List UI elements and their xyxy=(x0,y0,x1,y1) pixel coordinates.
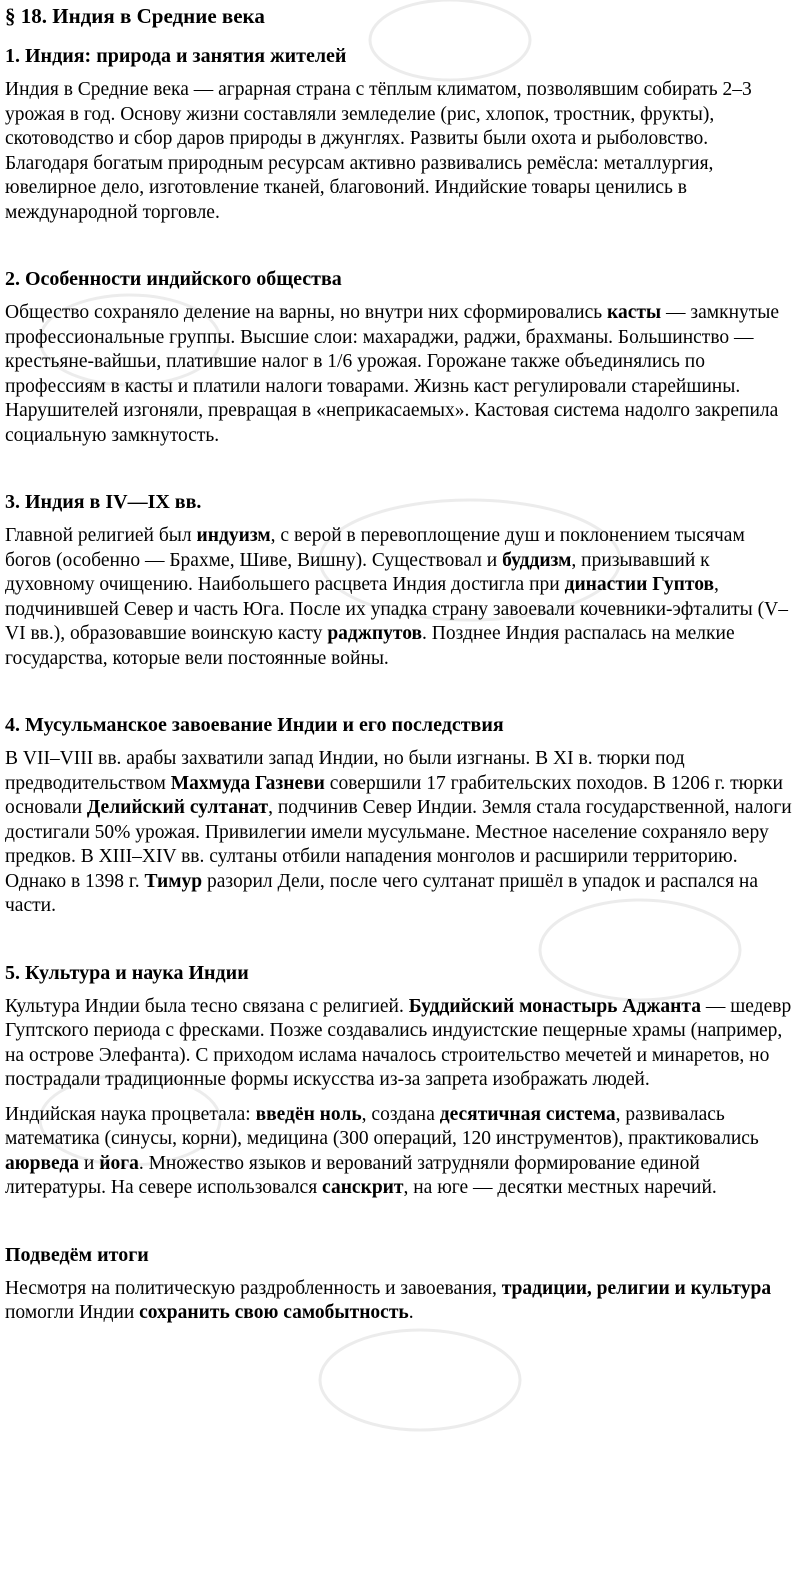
text-run: Индийская наука процветала: xyxy=(5,1103,256,1125)
bold-term: касты xyxy=(607,302,662,323)
text-run: и xyxy=(79,1152,100,1174)
paragraph xyxy=(5,1103,794,1201)
text-run: . Множество языков и верований затрудняли формирование единой литературы. На севере использовался xyxy=(5,1152,700,1198)
paragraph xyxy=(5,1277,794,1326)
section-1 xyxy=(5,44,794,225)
text-run: — шедевр Гуптского периода с фресками. Позже создавались индуистские пещерные храмы (например, на острове Элефанта). С приходом ислама началось строительство мечетей и минаретов, но пострадали традиционные формы искусства из-за запрета изображать людей. xyxy=(5,995,792,1090)
paragraph xyxy=(5,747,794,919)
bold-term: Махмуда Газневи xyxy=(170,772,325,794)
section-3 xyxy=(5,490,794,671)
text-run: помогли Индии xyxy=(5,1302,140,1323)
paragraph xyxy=(5,301,794,448)
text-run: В VII–VIII вв. арабы захватили запад Индии, но были изгнаны. В XI в. тюрки под предводительством xyxy=(5,748,685,794)
bold-term: индуизм xyxy=(196,525,271,546)
section-heading: Подведём итоги xyxy=(5,1243,149,1266)
bold-term: аюрведа xyxy=(5,1152,80,1174)
sections-container xyxy=(5,44,794,1326)
bold-term: раджпутов xyxy=(327,623,423,644)
section-4 xyxy=(5,713,794,919)
text-run: , подчинившей Север и часть Юга. После их упадка страну завоевали кочевники-эфталиты (V–VI вв.), образовавшие воинскую касту xyxy=(5,574,788,644)
section-2 xyxy=(5,267,794,448)
bold-term: йога xyxy=(99,1152,139,1174)
text-run: , с верой в перевоплощение душ и поклонением тысячам богов (особенно — Брахме, Шиве, Вишну). Существовал и xyxy=(5,525,745,571)
bold-term: Тимур xyxy=(144,870,203,892)
text-run: Культура Индии была тесно связана с религией. xyxy=(5,995,409,1017)
text-run: , на юге — десятки местных наречий. xyxy=(403,1177,717,1198)
page-title: § 18. Индия в Средние века xyxy=(5,4,265,28)
text-run: Главной религией был xyxy=(5,525,197,546)
bold-term: традиции, религии и культура xyxy=(501,1277,772,1299)
text-run: Индия в Средние века — аграрная страна с тёплым климатом, позволявшим собирать 2–3 урожая в год. Основу жизни составляли земледелие (рис, хлопок, тростник, фрукты), скотоводство и сбор даров природы в джунглях. Развиты были охота и рыболовство. Благодаря богатым природным ресурсам активно развивались ремёсла: металлургия, ювелирное дело, изготовление тканей, благовоний. Индийские товары ценились в международной торговле. xyxy=(5,79,752,223)
section-heading: 2. Особенности индийского общества xyxy=(5,268,342,290)
text-run: Общество сохраняло деление на варны, но внутри них сформировались xyxy=(5,302,607,323)
bold-term: введён ноль xyxy=(255,1103,362,1125)
bold-term: династии Гуптов xyxy=(564,574,715,595)
bold-term: Делийский султанат xyxy=(86,797,269,818)
section-heading: 5. Культура и наука Индии xyxy=(5,961,249,984)
text-run: . xyxy=(408,1302,414,1323)
section-6 xyxy=(5,1243,794,1326)
bold-term: десятичная система xyxy=(439,1103,616,1125)
text-run: — замкнутые профессиональные группы. Высшие слои: махараджи, раджи, брахманы. Большинство — крестьяне-вайшьи, платившие налог в 1/6 урожая. Горожане также объединялись по профессиям в касты и платили налоги товарами. Жизнь каст регулировали старейшины. Нарушителей изгоняли, превращая в «неприкасаемых». Кастовая система надолго закрепила социальную замкнутость. xyxy=(5,302,780,446)
text-run: , призывавший к духовному очищению. Наибольшего расцвета Индия достигла при xyxy=(5,549,710,595)
text-run: совершили 17 грабительских походов. В 1206 г. тюрки основали xyxy=(5,772,783,818)
bold-term: Буддийский монастырь Аджанта xyxy=(408,995,701,1017)
text-run: разорил Дели, после чего султанат пришёл в упадок и распался на части. xyxy=(5,870,759,916)
bold-term: санскрит xyxy=(322,1177,404,1198)
bold-term: буддизм xyxy=(502,549,572,571)
section-heading: 4. Мусульманское завоевание Индии и его последствия xyxy=(5,714,504,736)
section-heading: 3. Индия в IV—IX вв. xyxy=(5,491,202,513)
text-run: , создана xyxy=(361,1103,440,1125)
section-5 xyxy=(5,961,794,1201)
text-run: . Позднее Индия распалась на мелкие государства, которые вели постоянные войны. xyxy=(5,623,735,669)
bold-term: сохранить свою самобытность xyxy=(139,1302,409,1323)
section-heading: 1. Индия: природа и занятия жителей xyxy=(5,45,347,67)
text-run: , подчинив Север Индии. Земля стала государственной, налоги достигали 50% урожая. Привилегии имели мусульмане. Местное население сохраняло веру предков. В XIII–XIV вв. султаны отбили нападения монголов и расширили территорию. Однако в 1398 г. xyxy=(5,797,792,892)
text-run: , развивалась математика (синусы, корни), медицина (300 операций, 120 инструментов), практиковались xyxy=(5,1103,759,1149)
paragraph xyxy=(5,78,794,225)
text-run: Несмотря на политическую раздробленность и завоевания, xyxy=(5,1277,502,1299)
paragraph xyxy=(5,524,794,671)
paragraph xyxy=(5,995,794,1093)
